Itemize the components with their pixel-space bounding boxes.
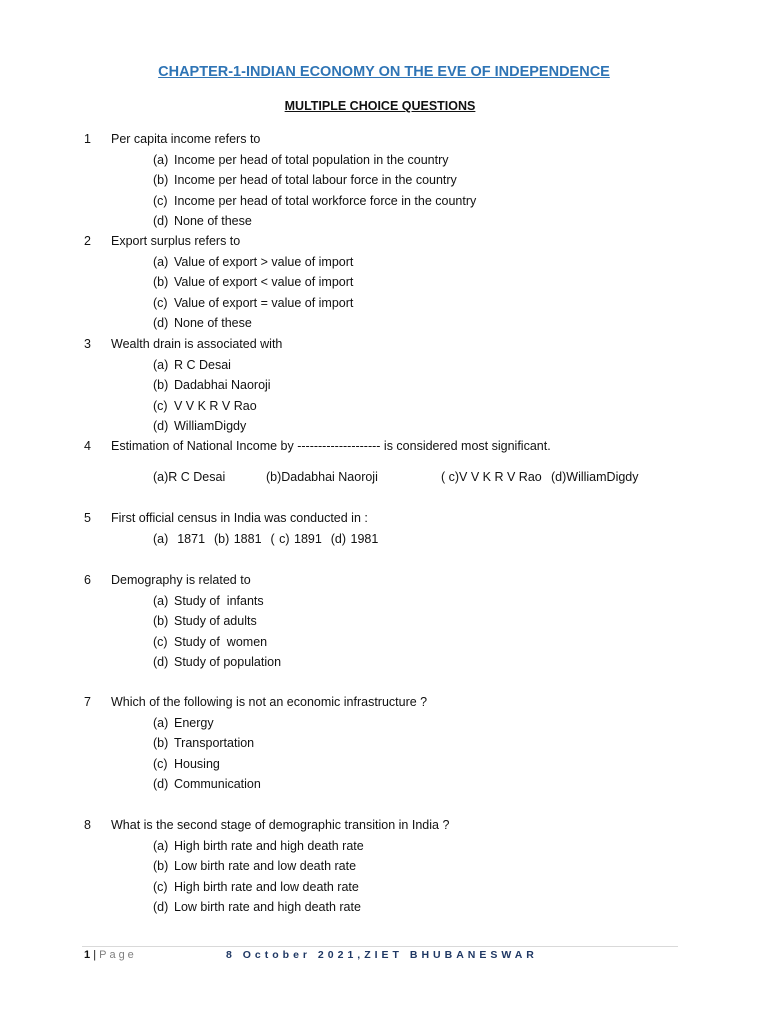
option-text: Dadabhai Naoroji: [174, 378, 271, 392]
question-number: 2: [84, 234, 91, 248]
option-list: [153, 150, 476, 232]
option-label: (d): [153, 900, 169, 914]
option-list: [153, 713, 261, 795]
option-b: [153, 272, 353, 293]
option-b: (b)Dadabhai Naoroji: [266, 470, 378, 484]
option-b: [153, 733, 261, 754]
option-list: [153, 591, 281, 673]
option-label: (a): [153, 357, 169, 372]
option-text: Study of infants: [174, 593, 264, 608]
option-label: (a): [153, 152, 169, 167]
section-subtitle: MULTIPLE CHOICE QUESTIONS: [284, 99, 476, 113]
option-a: [153, 836, 364, 857]
option-label: (a): [153, 254, 169, 269]
option-label: (c): [153, 634, 168, 649]
option-b: [153, 375, 271, 396]
option-text: Income per head of total population in the country: [174, 152, 449, 167]
option-a: [153, 591, 281, 612]
question-text: What is the second stage of demographic transition in India ?: [111, 818, 450, 832]
option-list: [153, 836, 364, 918]
footer-date-organization: 8 October 2021,ZIET BHUBANESWAR: [226, 949, 538, 961]
option-text: Low birth rate and high death rate: [174, 900, 361, 914]
option-text: Study of population: [174, 655, 282, 669]
option-text: Housing: [174, 756, 220, 771]
option-label: (a): [153, 715, 169, 730]
question-number: 4: [84, 439, 91, 453]
question-number: 1: [84, 132, 91, 146]
option-text: Communication: [174, 777, 261, 791]
option-text: Transportation: [174, 736, 255, 750]
question-text: Export surplus refers to: [111, 234, 241, 248]
option-d: [153, 416, 271, 437]
question-number: 5: [84, 511, 91, 525]
question-text: Estimation of National Income by -------------------- is considered most significant.: [111, 439, 551, 453]
footer-divider: [82, 946, 678, 947]
option-text: Energy: [174, 715, 214, 730]
option-a: [153, 252, 353, 273]
option-a: [153, 355, 271, 376]
option-c: [153, 754, 261, 775]
option-c: [153, 632, 281, 653]
question-number: 7: [84, 695, 91, 709]
option-label: (a): [153, 593, 169, 608]
option-a: [153, 713, 261, 734]
option-text: None of these: [174, 316, 252, 330]
option-a: [153, 150, 476, 171]
option-text: High birth rate and high death rate: [174, 838, 364, 853]
option-label: (d): [153, 419, 169, 433]
option-text: High birth rate and low death rate: [174, 879, 359, 894]
option-label: (d): [153, 316, 169, 330]
option-label: (c): [153, 756, 168, 771]
option-label: (c): [153, 193, 168, 208]
option-c: [153, 191, 476, 212]
option-label: (b): [153, 275, 169, 289]
option-label: (b): [153, 859, 169, 873]
question-number: 6: [84, 573, 91, 587]
option-text: Value of export < value of import: [174, 275, 354, 289]
option-c: [153, 396, 271, 417]
option-d: [153, 313, 353, 334]
option-b: [153, 170, 476, 191]
option-list: [153, 355, 271, 437]
option-d: (d)WilliamDigdy: [551, 470, 639, 484]
option-text: Value of export = value of import: [174, 295, 354, 310]
footer-separator: |: [93, 949, 97, 961]
option-d: [153, 211, 476, 232]
question-text: Wealth drain is associated with: [111, 337, 283, 351]
option-d: [153, 897, 364, 918]
option-row: [153, 467, 713, 487]
option-text: Low birth rate and low death rate: [174, 859, 357, 873]
option-text: V V K R V Rao: [174, 398, 257, 413]
option-text: R C Desai: [174, 357, 231, 372]
question-number: 3: [84, 337, 91, 351]
option-label: (d): [153, 655, 169, 669]
option-text: Value of export > value of import: [174, 254, 354, 269]
option-b: [153, 611, 281, 632]
option-text: Study of adults: [174, 614, 257, 628]
option-label: (b): [153, 736, 169, 750]
option-list: [153, 252, 353, 334]
page-number: 1: [84, 949, 91, 961]
option-b: [153, 856, 364, 877]
option-c: ( c)V V K R V Rao: [441, 470, 542, 484]
option-text: None of these: [174, 214, 252, 228]
option-label: (b): [153, 173, 169, 187]
question-number: 8: [84, 818, 91, 832]
option-c: [153, 877, 364, 898]
option-label: (b): [153, 614, 169, 628]
option-label: (a): [153, 838, 169, 853]
option-label: (c): [153, 879, 168, 894]
option-text: Study of women: [174, 634, 268, 649]
chapter-title: CHAPTER-1-INDIAN ECONOMY ON THE EVE OF INDEPENDENCE: [158, 64, 610, 80]
option-a: (a)R C Desai: [153, 470, 226, 484]
footer-page-indicator: [84, 949, 137, 961]
option-label: (c): [153, 295, 168, 310]
option-c: [153, 293, 353, 314]
question-text: First official census in India was conducted in :: [111, 511, 368, 525]
option-text: Income per head of total labour force in the country: [174, 173, 457, 187]
option-label: (d): [153, 777, 169, 791]
option-text: Income per head of total workforce force in the country: [174, 193, 477, 208]
question-text: Per capita income refers to: [111, 132, 261, 146]
option-label: (d): [153, 214, 169, 228]
question-text: Demography is related to: [111, 573, 251, 587]
option-text: WilliamDigdy: [174, 419, 247, 433]
option-label: (c): [153, 398, 168, 413]
option-d: [153, 774, 261, 795]
option-line: (a) 1871 (b) 1881 ( c) 1891 (d) 1981: [153, 531, 379, 546]
option-d: [153, 652, 281, 673]
page-word: Page: [99, 949, 137, 961]
option-label: (b): [153, 378, 169, 392]
question-text: Which of the following is not an economic infrastructure ?: [111, 695, 428, 709]
